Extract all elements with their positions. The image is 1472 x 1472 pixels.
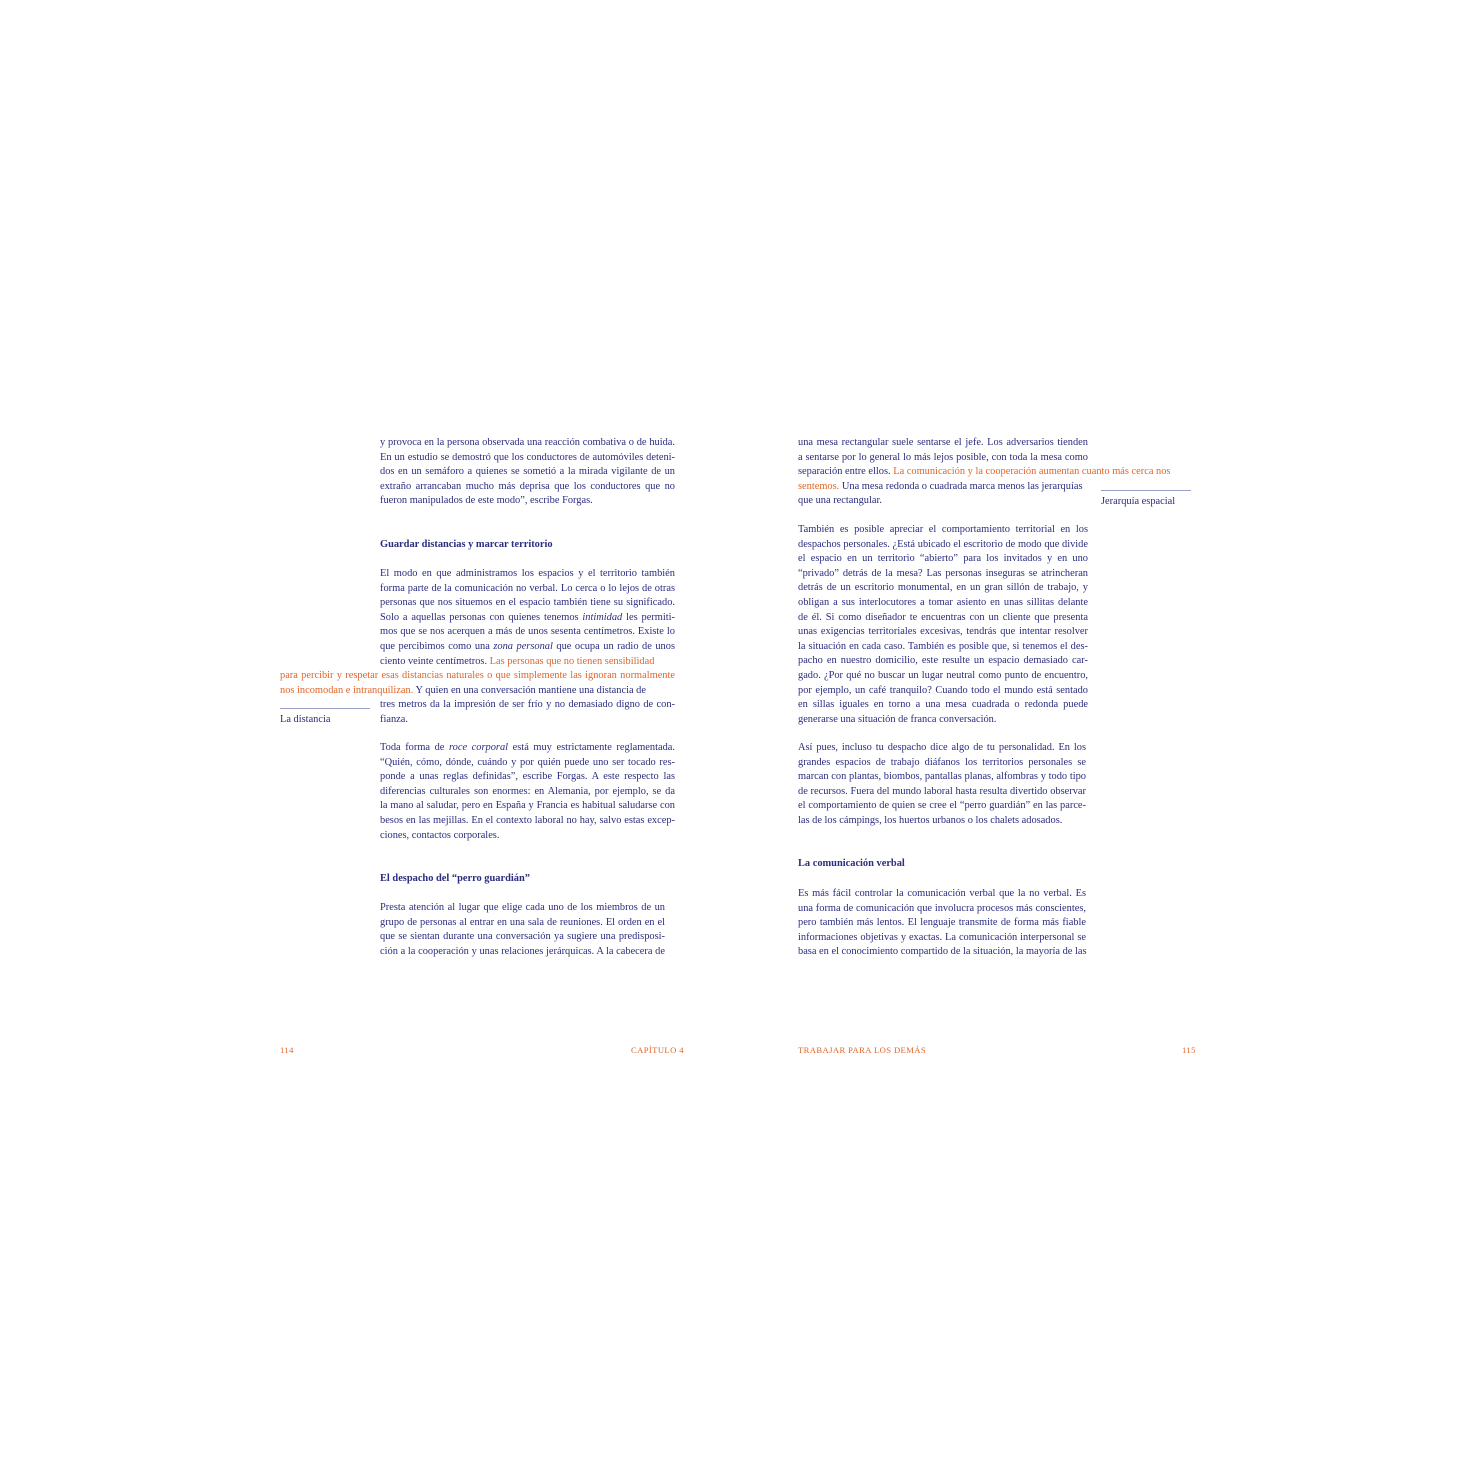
sidenote-rule (280, 708, 370, 709)
left-paragraph-2 (380, 567, 675, 669)
text-line: fueron manipulados de este modo”, escribe Forgas. (380, 495, 593, 507)
text-line: la situación en cada caso. También es posible que, si tenemos el des- (798, 640, 1088, 652)
highlight-text: Las personas que no tienen sensibilidad (489, 655, 655, 667)
highlight-text: nos incomodan e intranquilizan. (280, 684, 414, 696)
page-number-right: 115 (1182, 1045, 1196, 1055)
text-line: fianza. (380, 713, 408, 725)
text-line: y provoca en la persona observada una reacción combativa o de huida. (380, 437, 675, 448)
text-line: una mesa rectangular suele sentarse el jefe. Los adversarios tienden (798, 437, 1088, 448)
left-paragraph-2-end (380, 698, 675, 727)
text-line: Presta atención al lugar que elige cada uno de los miembros de un (380, 902, 665, 913)
text-line: que una rectangular. (798, 495, 882, 507)
text-line: sentemos. Una mesa redonda o cuadrada marca menos las jerarquías (798, 480, 1083, 492)
running-head-right: TRABAJAR PARA LOS DEMÁS (798, 1045, 927, 1055)
text-line: obligan a sus interlocutores a tomar asiento en unas sillitas delante (798, 596, 1088, 608)
text-line: El modo en que administramos los espacios y el territorio también (380, 568, 675, 579)
right-paragraph-2 (798, 523, 1088, 727)
left-paragraph-4 (380, 901, 665, 959)
text-line: personas que nos situemos en el espacio también tiene su significado. (380, 597, 675, 609)
section-heading-comunicacion-verbal: La comunicación verbal (798, 858, 905, 869)
highlight-text: para percibir y respetar esas distancias naturales o que simplemente las ignoran normalmente (280, 670, 675, 681)
text-line: basa en el conocimiento compartido de la situación, la mayoría de las (798, 946, 1087, 958)
sidenote-rule (1101, 490, 1191, 491)
text-line: Toda forma de roce corporal está muy estrictamente reglamentada. (380, 742, 675, 753)
running-head-left: CAPÍTULO 4 (631, 1045, 684, 1055)
text-line: Solo a aquellas personas con quienes tenemos intimidad les permiti- (380, 611, 675, 623)
text-line: Es más fácil controlar la comunicación verbal que la no verbal. Es (798, 888, 1086, 899)
right-paragraph-4 (798, 887, 1086, 960)
text-line: ción a la cooperación y unas relaciones jerárquicas. A la cabecera de (380, 945, 665, 957)
text-line: forma parte de la comunicación no verbal. Lo cerca o lo lejos de otras (380, 582, 675, 594)
text-line: de él. Si como diseñador te encuentras con un cliente que presenta (798, 611, 1088, 623)
text-line: el espacio en un territorio “abierto” para los invitados y en uno (798, 553, 1088, 565)
text-line: gado. ¿Por qué no buscar un lugar neutral como punto de encuentro, (798, 669, 1088, 681)
text-line: diferencias culturales son enormes: en Alemania, por ejemplo, se da (380, 785, 675, 797)
text-line: de recursos. Fuera del mundo laboral hasta resulta divertido observar (798, 785, 1086, 797)
page-number-left: 114 (280, 1045, 294, 1055)
text-line: las de los cámpings, los huertos urbanos o los chalets adosados. (798, 814, 1063, 826)
text-line: Así pues, incluso tu despacho dice algo de tu personalidad. En los (798, 742, 1086, 753)
right-paragraph-3 (798, 741, 1086, 829)
text-line: También es posible apreciar el comportamiento territorial en los (798, 524, 1088, 535)
text-line: ciento veinte centímetros. Las personas que no tienen sensibilidad (380, 655, 655, 667)
text-line: una forma de comunicación que involucra procesos más conscientes, (798, 902, 1086, 914)
text-line: grandes espacios de trabajo diáfanos los territorios personales se (798, 756, 1086, 768)
sidenote-jerarquia-espacial: Jerarquía espacial (1101, 496, 1176, 507)
text-line: extraño arrancaban mucho más deprisa que los conductores que no (380, 480, 675, 492)
text-line: ciones, contactos corporales. (380, 829, 500, 841)
section-heading-perro-guardian: El despacho del “perro guardián” (380, 873, 530, 884)
text-line: que se sientan durante una conversación ya sugiere una predisposi- (380, 931, 665, 943)
text-line: en sillas iguales en torno a una mesa cuadrada o redonda puede (798, 699, 1088, 711)
text-line: que percibimos como una zona personal que ocupa un radio de unos (380, 640, 675, 652)
left-highlight-overhang (280, 669, 675, 698)
text-line: pacho en nuestro domicilio, este resulte un espacio demasiado car- (798, 655, 1088, 667)
text-line: detrás de un escritorio monumental, en un gran sillón de trabajo, y (798, 582, 1088, 594)
text-line: separación entre ellos. La comunicación y la cooperación aumentan cuanto más cerca nos (798, 466, 1171, 478)
left-paragraph-3 (380, 741, 675, 843)
text-line: nos incomodan e intranquilizan. Y quien en una conversación mantiene una distancia de (280, 684, 646, 696)
text-line: mos que se nos acerquen a más de unos sesenta centímetros. Existe lo (380, 626, 675, 638)
left-paragraph-1 (380, 436, 675, 509)
text-line: En un estudio se demostró que los conductores de automóviles deteni- (380, 451, 675, 463)
text-line: grupo de personas al entrar en una sala de reuniones. El orden en el (380, 916, 665, 928)
text-line: tres metros da la impresión de ser frío y no demasiado digno de con- (380, 699, 675, 710)
text-line: ponde a unas reglas definidas”, escribe Forgas. A este respecto las (380, 771, 675, 783)
text-line: unas exigencias territoriales excesivas, tendrás que intentar resolver (798, 626, 1088, 638)
text-line: “Quién, cómo, dónde, cuándo y por quién puede uno ser tocado res- (380, 756, 675, 768)
text-line: por ejemplo, un café tranquilo? Cuando todo el mundo está sentado (798, 684, 1088, 696)
sidenote-la-distancia: La distancia (280, 714, 331, 725)
text-line: dos en un semáforo a quienes se sometió a la mirada vigilante de un (380, 466, 675, 478)
text-line: el comportamiento de quien se cree el “perro guardián” en las parce- (798, 800, 1086, 812)
text-line: la mano al saludar, pero en España y Francia es habitual saludarse con (380, 800, 675, 812)
text-line: a sentarse por lo general lo más lejos posible, con toda la mesa como (798, 451, 1088, 463)
text-line: marcan con plantas, biombos, pantallas planas, alfombras y todo tipo (798, 771, 1086, 783)
text-line: generarse una situación de franca conversación. (798, 713, 997, 725)
highlight-text: La comunicación y la cooperación aumentan cuanto más cerca nos (893, 466, 1171, 478)
section-heading-distancias: Guardar distancias y marcar territorio (380, 539, 553, 550)
text-line: “privado” detrás de la mesa? Las personas inseguras se atrincheran (798, 567, 1088, 579)
text-line: besos en las mejillas. En el contexto laboral no hay, salvo estas excep- (380, 814, 675, 826)
highlight-text: sentemos. (798, 480, 840, 492)
text-line: informaciones objetivas y exactas. La comunicación interpersonal se (798, 931, 1086, 943)
text-line: pero también más lentos. El lenguaje transmite de forma más fiable (798, 917, 1086, 929)
text-line: despachos personales. ¿Está ubicado el escritorio de modo que divide (798, 538, 1088, 550)
